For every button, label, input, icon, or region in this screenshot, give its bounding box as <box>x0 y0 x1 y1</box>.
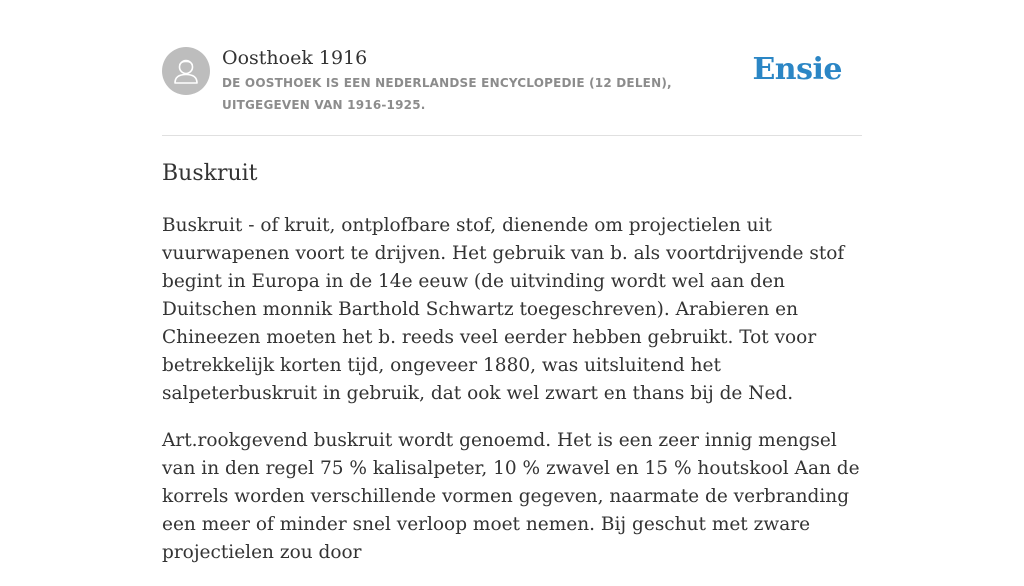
header-divider <box>162 135 862 136</box>
source-header <box>162 46 862 116</box>
article-title: Buskruit <box>162 161 258 186</box>
source-description: DE OOSTHOEK IS EEN NEDERLANDSE ENCYCLOPEDIE (12 DELEN), UITGEGEVEN VAN 1916-1925. <box>222 76 672 112</box>
source-name[interactable]: Oosthoek 1916 <box>222 47 368 69</box>
source-avatar[interactable] <box>162 47 210 95</box>
brand-logo[interactable]: Ensie <box>752 52 842 87</box>
article-paragraph: Art.rookgevend buskruit wordt genoemd. Het is een zeer innig mengsel van in den regel 75 % kalisalpeter, 10 % zwavel en 15 % houtskool Aan de korrels worden verschillende vormen gegeven, naarmate de verbranding een meer of minder snel verloop moet nemen. Bij geschut met zware projectielen zou door <box>162 430 860 563</box>
article-body <box>162 212 862 586</box>
user-silhouette-icon <box>162 47 210 95</box>
article-paragraph: Buskruit - of kruit, ontplofbare stof, dienende om projectielen uit vuurwapenen voort te drijven. Het gebruik van b. als voortdrijvende stof begint in Europa in de 14e eeuw (de uitvinding wordt wel aan den Duitschen monnik Barthold Schwartz toegeschreven). Arabieren en Chineezen moeten het b. reeds veel eerder hebben gebruikt. Tot voor betrekkelijk korten tijd, ongeveer 1880, was uitsluitend het salpeterbuskruit in gebruik, dat ook wel zwart en thans bij de Ned. <box>162 215 845 404</box>
